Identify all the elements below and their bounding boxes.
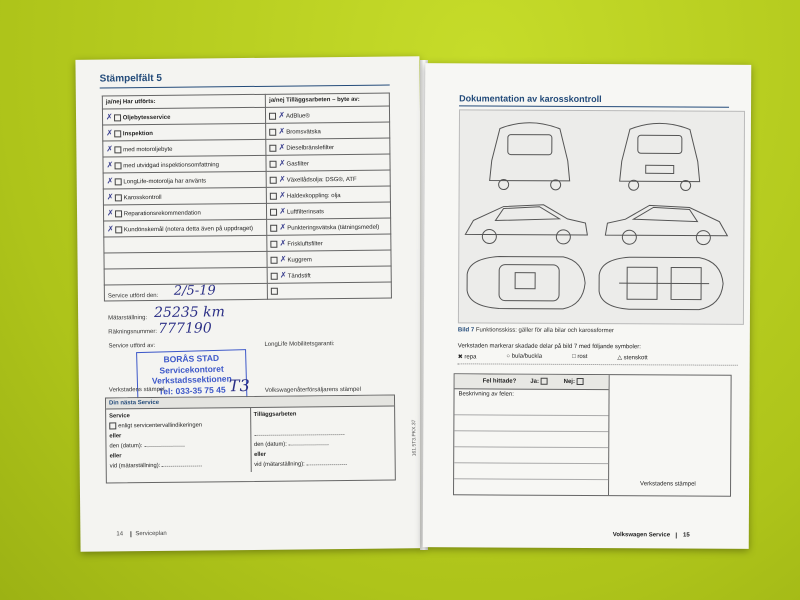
tick-mark-icon: ✗	[107, 224, 114, 234]
item-label: Haldexkoppling: olja	[286, 193, 341, 200]
tick-mark-icon: ✗	[106, 144, 114, 154]
page-number: 15	[676, 532, 690, 538]
fault-workshop-stamp: Verkstadens stämpel	[640, 481, 696, 488]
figure-caption: Bild 7 Funktionsskiss: gäller för alla bilar och karossformer	[457, 327, 614, 335]
page-title: Dokumentation av karosskontroll	[459, 93, 602, 105]
item-label: Gasfilter	[286, 161, 309, 168]
item-label: Tändstift	[287, 273, 311, 280]
symbol-rust: □ rost	[572, 353, 588, 361]
workshop-stamp-label: Verkstadens stämpel	[108, 386, 165, 394]
checkbox[interactable]	[271, 257, 278, 264]
tick-mark-icon: ✗	[278, 174, 286, 184]
car-diagram	[458, 109, 745, 324]
item-label: AdBlue®	[285, 113, 310, 120]
service-by-label: Service utförd av:	[108, 342, 156, 350]
fault-box: Fel hittade? Ja: Nej: Beskrivning av felen: Verkstadens stämpel	[453, 373, 732, 496]
tick-mark-icon: ✗	[279, 222, 287, 232]
checkbox[interactable]	[114, 146, 121, 153]
col-left-header: ja/nej Har utförts:	[102, 94, 265, 109]
checkbox[interactable]	[271, 241, 278, 248]
tick-mark-icon: ✗	[278, 142, 286, 152]
checkbox[interactable]	[270, 209, 277, 216]
odometer-value: 25235 km	[154, 304, 225, 322]
tick-mark-icon: ✗	[105, 112, 113, 122]
right-footer: Volkswagen Service 15	[612, 532, 690, 539]
symbol-scratch: ✖ repa	[457, 354, 477, 361]
service-table	[102, 93, 392, 302]
left-footer: 14 Serviceplan	[116, 530, 167, 538]
car-right-side-view	[605, 205, 727, 245]
item-label: med utvidgad inspektionsomfattning	[123, 162, 220, 170]
page-title: Stämpelfält 5	[99, 72, 162, 85]
tick-mark-icon: ✗	[279, 270, 287, 280]
service-rows	[102, 106, 391, 301]
left-page	[75, 56, 424, 552]
marking-instruction: Verkstaden markerar skadade delar på bild 7 med följande symboler:	[457, 343, 641, 351]
car-underbody-view	[599, 257, 723, 310]
tick-mark-icon: ✗	[278, 110, 286, 120]
page-number: 14	[116, 531, 131, 537]
col-right-header: ja/nej Tilläggsarbeten – byte av:	[266, 93, 390, 107]
longlife-label: LongLife Mobilitetsgaranti:	[264, 341, 335, 348]
checkbox[interactable]	[270, 193, 277, 200]
document-code: 161.5T3.PKX.37	[411, 419, 418, 457]
odometer-label: Mätarställning:	[108, 315, 148, 322]
workshop-stamp: BORÅS STAD Servicekontoret Verkstadssektionen Tel: 033-35 75 45	[136, 349, 247, 402]
checkbox[interactable]	[115, 194, 122, 201]
checkbox[interactable]	[271, 273, 278, 280]
item-label: Friskluftsfilter	[287, 241, 323, 248]
tick-mark-icon: ✗	[106, 176, 114, 186]
tick-mark-icon: ✗	[279, 238, 287, 248]
tick-mark-icon: ✗	[106, 128, 113, 138]
vw-stamp-label: Volkswagenåterförsäljarens stämpel	[264, 386, 361, 394]
checkbox[interactable]	[270, 145, 277, 152]
title-rule	[100, 85, 390, 89]
tick-mark-icon: ✗	[279, 254, 287, 264]
checkbox[interactable]	[269, 113, 276, 120]
tick-mark-icon: ✗	[278, 158, 286, 168]
checkbox[interactable]	[114, 162, 121, 169]
checkbox[interactable]	[114, 114, 121, 121]
title-rule	[459, 105, 729, 107]
checkbox[interactable]	[269, 129, 276, 136]
car-front-view	[620, 123, 700, 190]
no-checkbox[interactable]	[577, 378, 584, 385]
tick-mark-icon: ✗	[278, 126, 286, 136]
checkbox[interactable]	[270, 225, 277, 232]
car-sketch-svg	[459, 110, 744, 323]
item-label: Kuggrem	[287, 257, 312, 264]
checkbox[interactable]	[271, 288, 278, 295]
item-label: Luftfilterinsats	[286, 209, 325, 216]
symbol-stone-chip: △ stenskott	[617, 355, 648, 362]
tick-mark-icon: ✗	[106, 192, 114, 202]
symbol-dent: ○ bula/buckla	[506, 353, 543, 360]
item-label: Punkteringsvätska (tätningsmedel)	[287, 224, 380, 232]
item-label: Inspektion	[122, 131, 153, 138]
item-label: LongLife-motorolja har använts	[123, 178, 207, 186]
item-label: Bromsvätska	[286, 129, 321, 136]
item-label: Karosskontroll	[123, 194, 162, 202]
checkbox[interactable]	[114, 130, 121, 137]
next-service-box	[105, 394, 396, 483]
service-date-value: 2/5-19	[173, 283, 216, 299]
car-top-view	[467, 256, 585, 309]
tick-mark-icon: ✗	[279, 190, 286, 200]
yes-checkbox[interactable]	[541, 378, 548, 385]
checkbox[interactable]	[114, 178, 121, 185]
item-label: Dieselbränslefilter	[286, 145, 335, 152]
right-page	[423, 63, 752, 549]
item-label: Växellådsolja: DSG®, ATF	[286, 176, 357, 184]
description-label: Beskrivning av felen:	[458, 391, 514, 398]
item-label: Reparationsrekommendation	[123, 210, 201, 218]
next-service-header: Din nästa Service	[106, 395, 394, 409]
item-label: Oljebytesservice	[122, 114, 171, 122]
invoice-value: 777190	[158, 320, 212, 337]
tick-mark-icon: ✗	[106, 160, 114, 170]
checkbox[interactable]	[270, 161, 277, 168]
next-service-col: Service enligt servicentervallindikeringen eller den (datum): eller vid (mätarställning):	[109, 413, 203, 470]
checkbox[interactable]	[115, 210, 122, 217]
signature: T3	[228, 376, 250, 396]
invoice-label: Räkningsnummer:	[108, 328, 158, 336]
checkbox[interactable]	[115, 226, 122, 233]
car-rear-view	[490, 122, 570, 189]
tick-mark-icon: ✗	[106, 208, 114, 218]
car-left-side-view	[465, 204, 587, 244]
item-label: Kundönskemål (notera detta även på uppdraget)	[123, 225, 254, 234]
damage-symbols	[458, 353, 738, 365]
extra-work-col: Tilläggsarbeten den (datum): eller vid (mätarställning):	[250, 406, 395, 472]
fault-found-label: Fel hittade?	[482, 378, 517, 385]
checkbox[interactable]	[270, 177, 277, 184]
tick-mark-icon: ✗	[279, 206, 287, 216]
item-label: med motoroljebyte	[123, 146, 173, 154]
service-date-label: Service utförd den:	[107, 292, 159, 300]
